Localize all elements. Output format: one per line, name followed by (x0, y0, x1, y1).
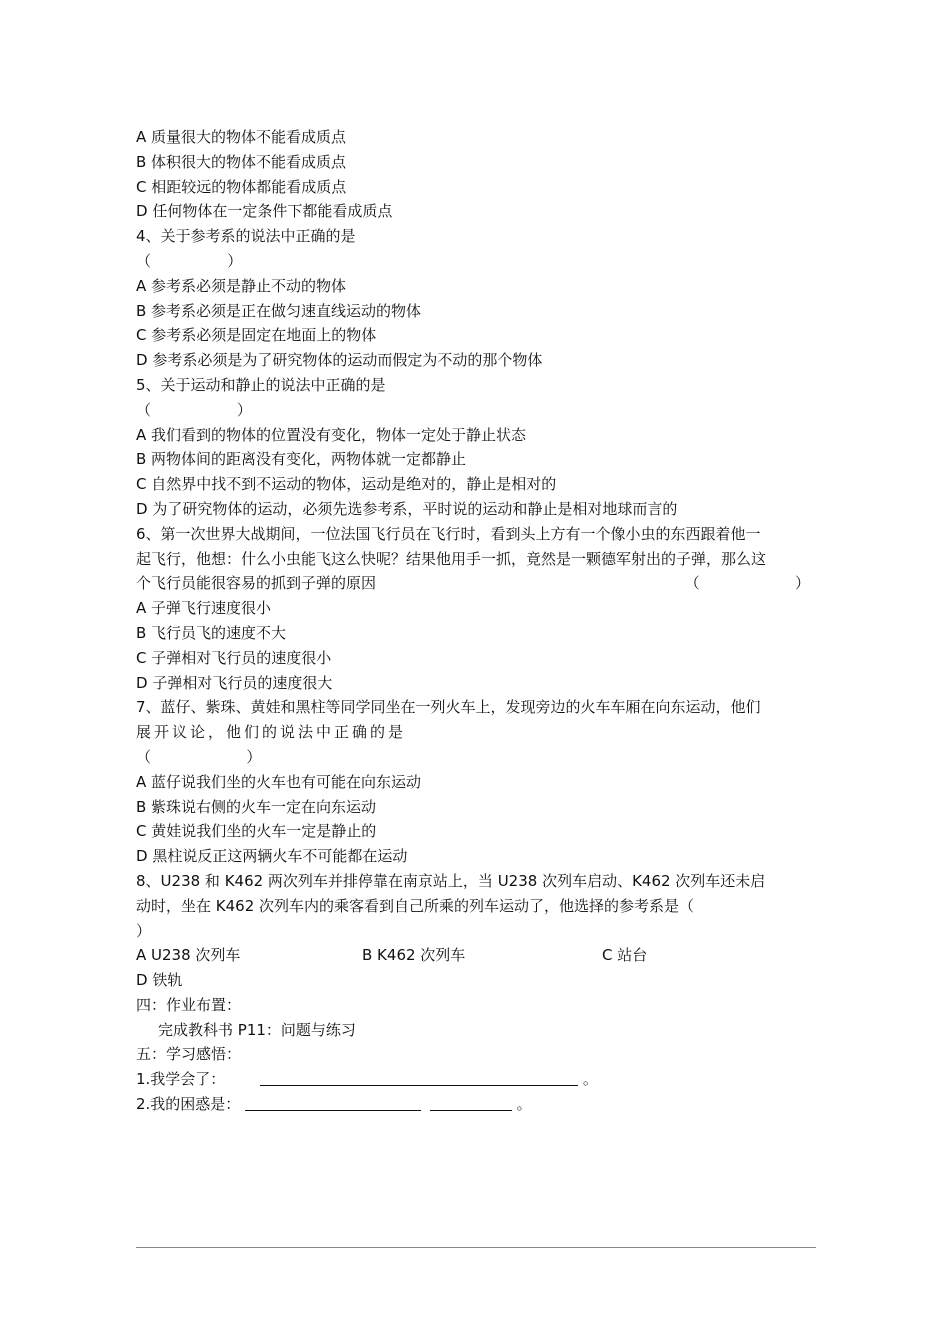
reflection-item-2-label: 2.我的困惑是： (136, 1095, 241, 1114)
q8-stem-line-3: ） (136, 921, 152, 940)
reflection-item-1 (136, 1067, 816, 1092)
q4-option-c: C 参考系必须是固定在地面上的物体 (136, 326, 377, 345)
q7-answer-paren: （ ） (136, 747, 262, 766)
q4-option-d: D 参考系必须是为了研究物体的运动而假定为不动的那个物体 (136, 351, 543, 370)
reflection-item-2 (136, 1092, 816, 1117)
q5-option-c: C 自然界中找不到不运动的物体，运动是绝对的，静止是相对的 (136, 475, 557, 494)
q5-option-b: B 两物体间的距离没有变化，两物体就一定都静止 (136, 450, 467, 469)
q6-option-c: C 子弹相对飞行员的速度很小 (136, 648, 332, 667)
q6-option-d: D 子弹相对飞行员的速度很大 (136, 673, 333, 692)
q6-option-a: A 子弹飞行速度很小 (136, 599, 272, 618)
section5-heading: 五：学习感悟： (136, 1045, 242, 1064)
q3-option-d: D 任何物体在一定条件下都能看成质点 (136, 202, 393, 221)
q6-stem-line-2: 起飞行，他想：什么小虫能飞这么快呢？结果他用手一抓，竟然是一颗德军射出的子弹，那么这 (136, 549, 767, 568)
q7-option-b: B 紫珠说右侧的火车一定在向东运动 (136, 797, 377, 816)
q4-option-b: B 参考系必须是正在做匀速直线运动的物体 (136, 301, 422, 320)
q4-option-a: A 参考系必须是静止不动的物体 (136, 276, 347, 295)
reflection-item-1-blank[interactable] (260, 1069, 578, 1086)
q3-option-c: C 相距较远的物体都能看成质点 (136, 177, 347, 196)
q7-option-a: A 蓝仔说我们坐的火车也有可能在向东运动 (136, 772, 422, 791)
q3-option-b: B 体积很大的物体不能看成质点 (136, 152, 347, 171)
q8-option-b: B K462 次列车 (362, 946, 466, 965)
q5-option-a: A 我们看到的物体的位置没有变化，物体一定处于静止状态 (136, 425, 527, 444)
q8-option-d: D 铁轨 (136, 971, 183, 990)
section4-heading: 四：作业布置： (136, 995, 242, 1014)
q3-option-a: A 质量很大的物体不能看成质点 (136, 128, 347, 146)
q7-stem-line-1: 7、蓝仔、紫珠、黄娃和黑柱等同学同坐在一列火车上，发现旁边的火车车厢在向东运动，他们 (136, 698, 761, 717)
q6-answer-paren: （ ） (684, 574, 810, 593)
reflection-item-2-end: 。 (516, 1095, 532, 1114)
q4-stem: 4、关于参考系的说法中正确的是 (136, 227, 356, 246)
q5-answer-paren: （ ） (136, 400, 252, 419)
q6-option-b: B 飞行员飞的速度不大 (136, 623, 287, 642)
q8-option-c: C 站台 (602, 946, 648, 965)
q4-answer-paren: （ ） (136, 251, 243, 270)
q5-option-d: D 为了研究物体的运动，必须先选参考系，平时说的运动和静止是相对地球而言的 (136, 499, 678, 518)
q6-stem-text: 个飞行员能很容易的抓到子弹的原因 (136, 574, 377, 593)
q6-stem-line-1: 6、第一次世界大战期间，一位法国飞行员在飞行时，看到头上方有一个像小虫的东西跟着他一 (136, 524, 761, 543)
q6-stem-line-3 (136, 571, 816, 596)
q8-options-row (136, 943, 816, 968)
q8-option-a: A U238 次列车 (136, 946, 241, 965)
q7-option-d: D 黑柱说反正这两辆火车不可能都在运动 (136, 847, 408, 866)
footer-divider (136, 1247, 816, 1248)
reflection-item-1-label: 1.我学会了： (136, 1070, 226, 1089)
reflection-item-1-end: 。 (582, 1070, 598, 1089)
reflection-item-2-blank-2[interactable] (430, 1094, 512, 1111)
q7-stem-line-2: 展开议论，他们的说法中正确的是 (136, 723, 407, 742)
q7-option-c: C 黄娃说我们坐的火车一定是静止的 (136, 822, 377, 841)
section4-content: 完成教科书 P11：问题与练习 (158, 1020, 356, 1039)
q8-stem-line-1: 8、U238 和 K462 两次列车并排停靠在南京站上，当 U238 次列车启动、K462 次列车还未启 (136, 871, 766, 890)
document-body (136, 125, 816, 1117)
q8-stem-line-2: 动时，坐在 K462 次列车内的乘客看到自己所乘的列车运动了，他选择的参考系是（ (136, 896, 695, 915)
q5-stem: 5、关于运动和静止的说法中正确的是 (136, 375, 386, 394)
reflection-item-2-blank-1[interactable] (245, 1094, 421, 1111)
